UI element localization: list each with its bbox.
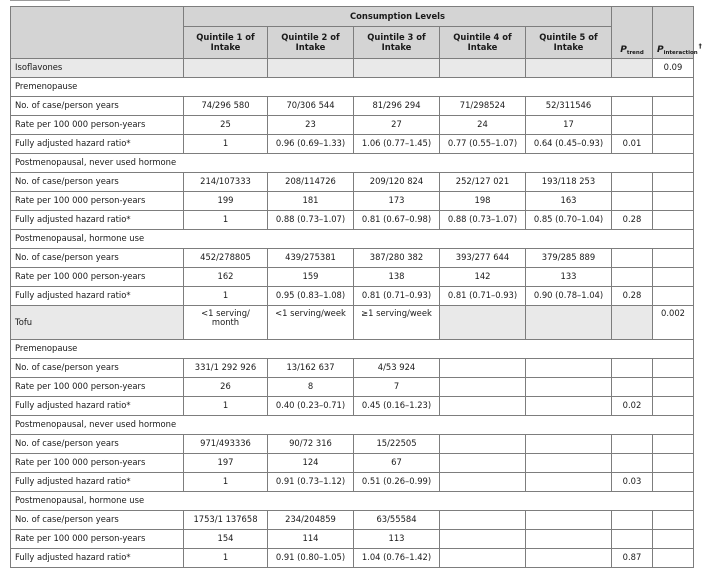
p-trend-cell — [612, 306, 653, 340]
value-cell: 1.04 (0.76–1.42) — [354, 549, 440, 568]
value-cell: 0.45 (0.16–1.23) — [354, 397, 440, 416]
value-cell: 214/107333 — [184, 173, 268, 192]
p-interaction-cell — [653, 549, 694, 568]
quintile-2-header: Quintile 2 of Intake — [268, 27, 354, 59]
quintile-4-header: Quintile 4 of Intake — [440, 27, 526, 59]
subsection-row — [11, 492, 694, 511]
row-label: No. of case/person years — [11, 173, 184, 192]
subsection-label: Postmenopausal, never used hormone — [11, 416, 694, 435]
row-label: No. of case/person years — [11, 249, 184, 268]
table-row — [11, 268, 694, 287]
p-trend-cell — [612, 435, 653, 454]
p-trend-cell — [612, 454, 653, 473]
row-label: Fully adjusted hazard ratio* — [11, 549, 184, 568]
value-cell: 1 — [184, 287, 268, 306]
row-label: No. of case/person years — [11, 97, 184, 116]
value-cell — [526, 511, 612, 530]
value-cell: 162 — [184, 268, 268, 287]
value-cell — [440, 359, 526, 378]
row-label: Rate per 100 000 person-years — [11, 454, 184, 473]
row-label: Rate per 100 000 person-years — [11, 116, 184, 135]
table-row — [11, 454, 694, 473]
header-row-levels — [11, 7, 694, 27]
value-cell — [184, 59, 268, 78]
subsection-label: Premenopause — [11, 340, 694, 359]
subsection-label: Postmenopausal, hormone use — [11, 492, 694, 511]
quintile-3-header: Quintile 3 of Intake — [354, 27, 440, 59]
value-cell — [526, 435, 612, 454]
value-cell: 52/311546 — [526, 97, 612, 116]
value-cell: 193/118 253 — [526, 173, 612, 192]
p-trend-cell — [612, 192, 653, 211]
table-row — [11, 378, 694, 397]
row-label: No. of case/person years — [11, 359, 184, 378]
p-trend-cell — [612, 173, 653, 192]
subsection-row — [11, 340, 694, 359]
section-label: Isoflavones — [11, 59, 184, 78]
value-cell — [440, 549, 526, 568]
p-interaction-cell — [653, 435, 694, 454]
value-cell: 0.85 (0.70–1.04) — [526, 211, 612, 230]
value-cell — [440, 473, 526, 492]
p-interaction-cell — [653, 211, 694, 230]
value-cell — [526, 549, 612, 568]
table-row — [11, 249, 694, 268]
value-cell — [526, 473, 612, 492]
value-cell: 70/306 544 — [268, 97, 354, 116]
value-cell: 197 — [184, 454, 268, 473]
value-cell: 71/298524 — [440, 97, 526, 116]
value-cell — [526, 306, 612, 340]
value-cell: 0.81 (0.67–0.98) — [354, 211, 440, 230]
value-cell: 173 — [354, 192, 440, 211]
value-cell — [440, 511, 526, 530]
value-cell: 26 — [184, 378, 268, 397]
table-body — [11, 59, 694, 568]
quintile-1-header: Quintile 1 of Intake — [184, 27, 268, 59]
value-cell: 0.81 (0.71–0.93) — [440, 287, 526, 306]
row-label: Rate per 100 000 person-years — [11, 378, 184, 397]
value-cell: 124 — [268, 454, 354, 473]
table-row — [11, 530, 694, 549]
value-cell: <1 serving/week — [268, 306, 354, 340]
consumption-levels-header: Consumption Levels — [184, 7, 612, 27]
value-cell: 159 — [268, 268, 354, 287]
table-row — [11, 116, 694, 135]
p-trend-cell: 0.02 — [612, 397, 653, 416]
value-cell — [526, 378, 612, 397]
row-label: Fully adjusted hazard ratio* — [11, 473, 184, 492]
value-cell: 199 — [184, 192, 268, 211]
value-cell: 1 — [184, 549, 268, 568]
value-cell: 0.51 (0.26–0.99) — [354, 473, 440, 492]
value-cell: 393/277 644 — [440, 249, 526, 268]
p-trend-cell — [612, 268, 653, 287]
row-label: Fully adjusted hazard ratio* — [11, 397, 184, 416]
table-row — [11, 397, 694, 416]
section-label: Tofu — [11, 306, 184, 340]
header-blank-cell — [11, 7, 184, 59]
subsection-label: Postmenopausal, hormone use — [11, 230, 694, 249]
value-cell: 971/493336 — [184, 435, 268, 454]
quintile-5-header: Quintile 5 of Intake — [526, 27, 612, 59]
value-cell: 234/204859 — [268, 511, 354, 530]
p-interaction-cell — [653, 268, 694, 287]
p-trend-cell — [612, 359, 653, 378]
value-cell: 24 — [440, 116, 526, 135]
value-cell: 198 — [440, 192, 526, 211]
value-cell: 1.06 (0.77–1.45) — [354, 135, 440, 154]
value-cell: 4/53 924 — [354, 359, 440, 378]
p-trend-cell — [612, 378, 653, 397]
row-label: Fully adjusted hazard ratio* — [11, 135, 184, 154]
subsection-row — [11, 230, 694, 249]
value-cell: 1 — [184, 473, 268, 492]
value-cell: 138 — [354, 268, 440, 287]
p-interaction-cell — [653, 135, 694, 154]
section-row — [11, 59, 694, 78]
value-cell: 0.91 (0.73–1.12) — [268, 473, 354, 492]
table-row — [11, 135, 694, 154]
value-cell: 439/275381 — [268, 249, 354, 268]
p-interaction-cell — [653, 359, 694, 378]
value-cell: 0.81 (0.71–0.93) — [354, 287, 440, 306]
value-cell: 0.64 (0.45–0.93) — [526, 135, 612, 154]
p-trend-cell — [612, 97, 653, 116]
value-cell — [526, 397, 612, 416]
value-cell: 25 — [184, 116, 268, 135]
p-interaction-cell — [653, 192, 694, 211]
value-cell — [526, 530, 612, 549]
value-cell — [526, 59, 612, 78]
subsection-label: Premenopause — [11, 78, 694, 97]
table-row — [11, 211, 694, 230]
p-interaction-cell: 0.09 — [653, 59, 694, 78]
value-cell: 1 — [184, 211, 268, 230]
value-cell: 17 — [526, 116, 612, 135]
row-label: Rate per 100 000 person-years — [11, 530, 184, 549]
subsection-row — [11, 416, 694, 435]
value-cell: 154 — [184, 530, 268, 549]
value-cell — [440, 435, 526, 454]
value-cell: 74/296 580 — [184, 97, 268, 116]
p-trend-cell: 0.87 — [612, 549, 653, 568]
table-row — [11, 359, 694, 378]
p-trend-cell: 0.28 — [612, 287, 653, 306]
value-cell — [526, 359, 612, 378]
value-cell: 13/162 637 — [268, 359, 354, 378]
subsection-row — [11, 154, 694, 173]
value-cell: 142 — [440, 268, 526, 287]
value-cell — [440, 454, 526, 473]
value-cell — [440, 378, 526, 397]
table-row — [11, 173, 694, 192]
value-cell: 90/72 316 — [268, 435, 354, 454]
value-cell: 163 — [526, 192, 612, 211]
p-interaction-cell — [653, 530, 694, 549]
value-cell: 0.88 (0.73–1.07) — [268, 211, 354, 230]
value-cell: 114 — [268, 530, 354, 549]
value-cell: ≥1 serving/week — [354, 306, 440, 340]
table-row — [11, 97, 694, 116]
subsection-label: Postmenopausal, never used hormone — [11, 154, 694, 173]
row-label: Rate per 100 000 person-years — [11, 192, 184, 211]
value-cell — [440, 306, 526, 340]
subsection-row — [11, 78, 694, 97]
value-cell: 113 — [354, 530, 440, 549]
p-interaction-cell — [653, 511, 694, 530]
p-interaction-header: $P_{interaction}^\dagger$ — [653, 7, 694, 59]
value-cell — [354, 59, 440, 78]
value-cell: 0.77 (0.55–1.07) — [440, 135, 526, 154]
p-trend-cell: 0.03 — [612, 473, 653, 492]
value-cell: 1 — [184, 397, 268, 416]
value-cell: 0.90 (0.78–1.04) — [526, 287, 612, 306]
row-label: Rate per 100 000 person-years — [11, 268, 184, 287]
table-row — [11, 511, 694, 530]
p-interaction-cell — [653, 454, 694, 473]
p-trend-header: $P_{trend}$ — [612, 7, 653, 59]
value-cell — [268, 59, 354, 78]
value-cell: 23 — [268, 116, 354, 135]
value-cell: 0.95 (0.83–1.08) — [268, 287, 354, 306]
value-cell: 209/120 824 — [354, 173, 440, 192]
value-cell: 8 — [268, 378, 354, 397]
value-cell: 27 — [354, 116, 440, 135]
value-cell: 0.91 (0.80–1.05) — [268, 549, 354, 568]
table-row — [11, 473, 694, 492]
value-cell: <1 serving/ month — [184, 306, 268, 340]
value-cell — [526, 454, 612, 473]
value-cell: 208/114726 — [268, 173, 354, 192]
value-cell: 181 — [268, 192, 354, 211]
p-interaction-cell — [653, 173, 694, 192]
value-cell: 252/127 021 — [440, 173, 526, 192]
value-cell: 15/22505 — [354, 435, 440, 454]
value-cell: 452/278805 — [184, 249, 268, 268]
p-trend-cell — [612, 249, 653, 268]
row-label: Fully adjusted hazard ratio* — [11, 211, 184, 230]
p-trend-cell — [612, 511, 653, 530]
p-trend-cell: 0.28 — [612, 211, 653, 230]
value-cell: 1753/1 137658 — [184, 511, 268, 530]
value-cell: 331/1 292 926 — [184, 359, 268, 378]
p-trend-cell: 0.01 — [612, 135, 653, 154]
value-cell: 387/280 382 — [354, 249, 440, 268]
p-interaction-cell — [653, 473, 694, 492]
value-cell: 0.96 (0.69–1.33) — [268, 135, 354, 154]
p-interaction-cell — [653, 378, 694, 397]
value-cell: 0.40 (0.23–0.71) — [268, 397, 354, 416]
value-cell — [440, 59, 526, 78]
value-cell: 133 — [526, 268, 612, 287]
p-interaction-cell — [653, 249, 694, 268]
p-trend-cell — [612, 116, 653, 135]
value-cell: 379/285 889 — [526, 249, 612, 268]
value-cell: 7 — [354, 378, 440, 397]
table-row — [11, 549, 694, 568]
p-interaction-cell — [653, 97, 694, 116]
section-row — [11, 306, 694, 340]
value-cell: 67 — [354, 454, 440, 473]
p-interaction-cell: 0.002 — [653, 306, 694, 340]
value-cell: 81/296 294 — [354, 97, 440, 116]
table-row — [11, 287, 694, 306]
table-row — [11, 435, 694, 454]
value-cell: 1 — [184, 135, 268, 154]
p-trend-cell — [612, 59, 653, 78]
value-cell — [440, 530, 526, 549]
table-row — [11, 192, 694, 211]
row-label: Fully adjusted hazard ratio* — [11, 287, 184, 306]
value-cell — [440, 397, 526, 416]
value-cell: 0.88 (0.73–1.07) — [440, 211, 526, 230]
value-cell: 63/55584 — [354, 511, 440, 530]
hazard-ratio-table — [10, 6, 702, 568]
p-trend-cell — [612, 530, 653, 549]
row-label: No. of case/person years — [11, 435, 184, 454]
p-interaction-cell — [653, 397, 694, 416]
row-label: No. of case/person years — [11, 511, 184, 530]
p-interaction-cell — [653, 116, 694, 135]
p-interaction-cell — [653, 287, 694, 306]
